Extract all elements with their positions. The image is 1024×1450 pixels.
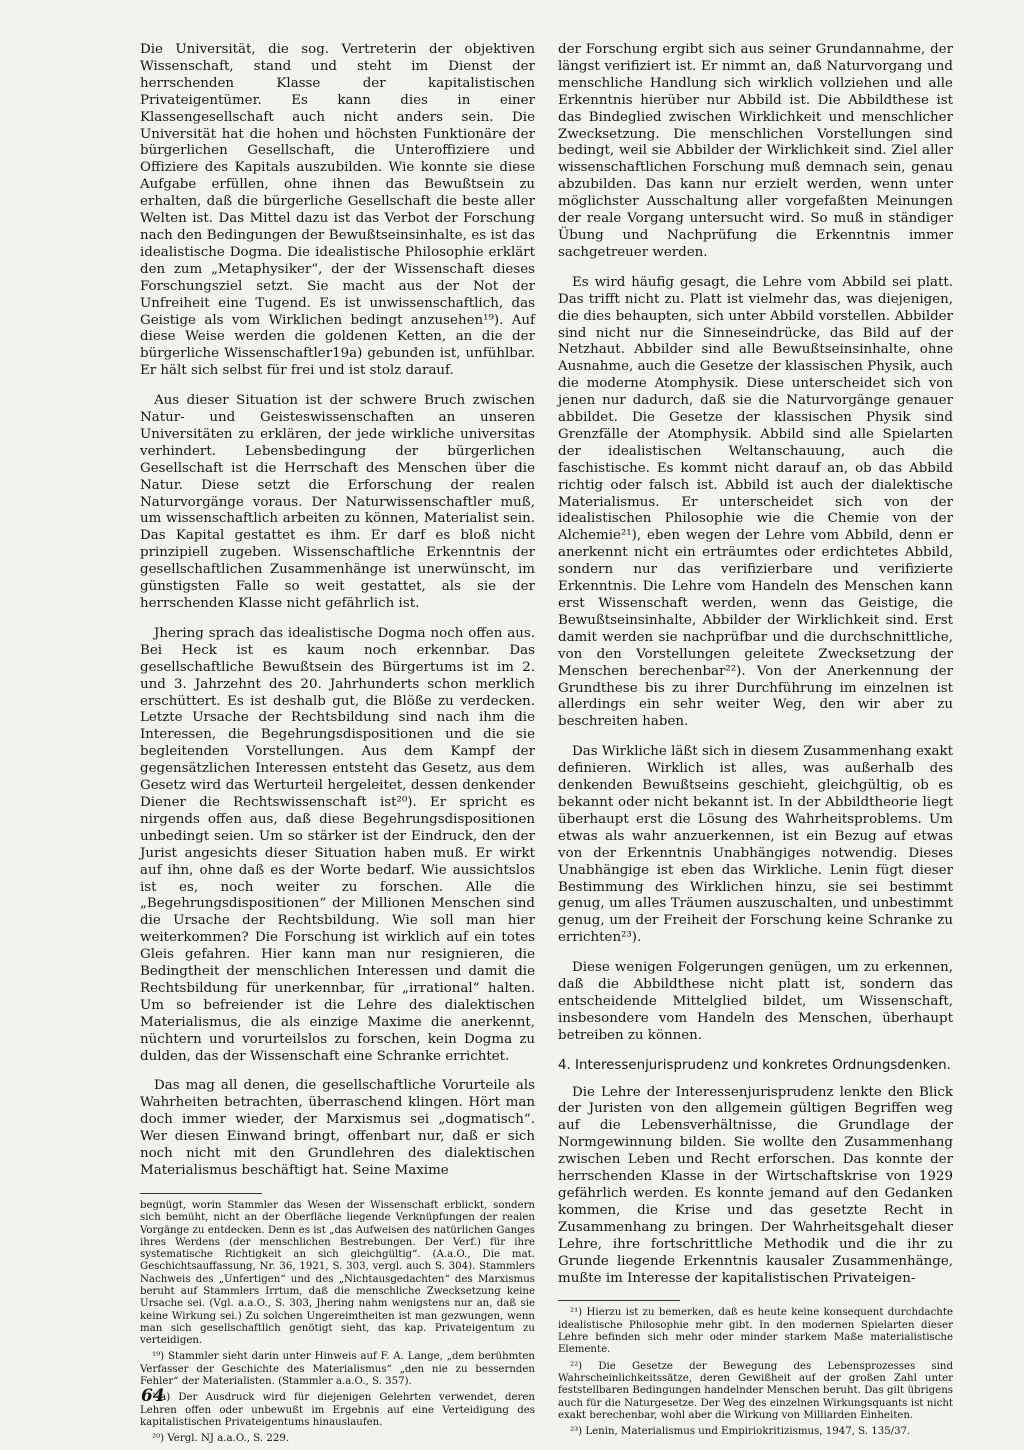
footnote: ²²) Die Gesetze der Bewegung des Lebensprozesses sind Wahrscheinlichkeitssätze, deren Gewißheit auf der großen Zahl unter feststellbaren Bedingungen handelnder Menschen beruht. Das gilt übrigens auch für die Naturgesetze. Der Weg des einzelnen Wirkungsquants ist nicht exakt berechenbar, wohl aber die Wirkung von Milliarden Einheiten. <box>558 1360 953 1421</box>
page-number: 64 <box>141 1386 165 1406</box>
footnote: ¹⁹a) Der Ausdruck wird für diejenigen Gelehrten verwendet, deren Lehren offen oder unbewußt im Ergebnis auf eine Verteidigung des kapitalistischen Privateigentums hinauslaufen. <box>140 1392 535 1428</box>
paragraph: Die Lehre der Interessenjurisprudenz lenkte den Blick der Juristen von den allgemein gültigen Begriffen weg auf die Lebensverhältnisse, die Grundlage der Normgewinnung bilden. Sie wollte den Zusammenhang zwischen Leben und Recht erforschen. Das konnte der herrschenden Klasse in der Wirtschaftskrise von 1929 gefährlich werden. Es konnte jemand auf den Gedanken kommen, die Krise und das gesetzte Recht in Zusammenhang zu bringen. Der Wahrheitsgehalt dieser Lehre, ihre fortschrittliche Methodik und die ihr zu Grunde liegende Erkenntnis kausaler Zusammenhänge, mußte im Interesse der kapitalistischen Privateigen- <box>558 1084 953 1286</box>
footnote-rule <box>558 1300 680 1301</box>
footnote: ¹⁹) Stammler sieht darin unter Hinweis auf F. A. Lange, „dem berühmten Verfasser der Geschichte des Materialismus“ „den nie zu bessernden Fehler“ der Materialisten. (Stammler a.a.O., S. 357). <box>140 1351 535 1388</box>
paragraph: Das mag all denen, die gesellschaftliche Vorurteile als Wahrheiten betrachten, überraschend klingen. Hört man doch immer wieder, der Marxismus sei „dogmatisch“. Wer diesen Einwand bringt, offenbart nur, daß er sich noch nicht mit den Grundlehren des dialektischen Materialismus beschäftigt hat. Seine Maxime <box>140 1078 535 1178</box>
paragraph: Das Wirkliche läßt sich in diesem Zusammenhang exakt definieren. Wirklich ist alles, was außerhalb des denkenden Bewußtseins geschieht, gleichgültig, ob es bekannt oder nicht bekannt ist. In der Abbildtheorie liegt überhaupt erst die Lösung des Wahrheitsproblems. Um etwas als wahr anzuerkennen, ist ein Bezug auf etwas von der Erkenntnis Unabhängiges notwendig. Dieses Unabhängige ist eben das Wirkliche. Lenin fügt dieser Bestimmung des Wirklichen hinzu, sie sei bestimmt genug, um alles Träumen auszuschalten, und unbestimmt genug, um der Freiheit der Forschung keine Schranke zu errichten²³). <box>558 744 953 946</box>
footnote: ²⁰) Vergl. NJ a.a.O., S. 229. <box>152 1433 290 1445</box>
footnote-rule <box>140 1193 262 1194</box>
section-heading: 4. Interessenjurisprudenz und konkretes Ordnungsdenken. <box>558 1057 951 1073</box>
left-column <box>140 42 535 1450</box>
footnote: ²¹) Hierzu ist zu bemerken, daß es heute keine konsequent durchdachte idealistische Philosophie mehr gibt. In den modernen Spielarten dieser Lehre befinden sich mehr oder minder starkem Maße materialistische Elemente. <box>558 1307 953 1356</box>
left-body-text <box>140 42 535 1180</box>
paragraph: Es wird häufig gesagt, die Lehre vom Abbild sei platt. Das trifft nicht zu. Platt ist vielmehr das, was diejenigen, die dies behaupten, sich unter Abbild vorstellen. Abbilder sind nicht nur die Sinneseindrücke, das Bild auf der Netzhaut. Abbilder sind alle Bewußtseinsinhalte, ohne Ausnahme, auch die Gesetze der klassischen Physik, auch die moderne Atomphysik. Diese unterscheidet sich von jenen nur dadurch, daß sie die Naturvorgänge genauer abbildet. Die Gesetze der klassischen Physik sind Grenzfälle der Atomphysik. Abbild sind alle Spielarten der idealistischen Weltanschauung, auch die faschistische. Es kommt nicht darauf an, ob das Abbild richtig oder falsch ist. Abbild ist auch der dialektische Materialismus. Er unterscheidet sich von der idealistischen Philosophie wie die Chemie von der Alchemie²¹), eben wegen der Lehre vom Abbild, denn er anerkennt nicht ein erträumtes oder erdichtetes Abbild, sondern nur das verifizierbare und verifizierte Erkenntnis. Die Lehre vom Handeln des Menschen kann erst Wissenschaft werden, wenn das Geistige, die Bewußtseinsinhalte, Abbilder der Wirklichkeit sind. Erst damit werden sie nachprüfbar und die durchschnittliche, von den Vorstellungen geleitete Zwecksetzung der Menschen berechenbar²²). Von der Anerkennung der Grundthese bis zu ihrer Durchführung im einzelnen ist allerdings ein sehr weiter Weg, den wir aber zu beschreiten haben. <box>558 274 953 730</box>
footnote: ²³) Lenin, Materialismus und Empiriokritizismus, 1947, S. 135/37. <box>570 1426 911 1438</box>
paragraph: Diese wenigen Folgerungen genügen, um zu erkennen, daß die Abbildthese nicht platt ist, sondern das entscheidende Mittelglied bildet, um Wissenschaft, insbesondere vom Handeln des Menschen, überhaupt betreiben zu können. <box>558 960 953 1043</box>
right-body-text <box>558 42 953 1287</box>
right-column <box>558 42 953 1442</box>
right-footnotes <box>558 1307 953 1438</box>
paragraph: Jhering sprach das idealistische Dogma noch offen aus. Bei Heck ist es kaum noch erkennbar. Das gesellschaftliche Bewußtsein des Bürgertums ist im 2. und 3. Jahrzehnt des 20. Jahrhunderts schon merklich erschüttert. Es ist deshalb gut, die Blöße zu verdecken. Letzte Ursache der Rechtsbildung sind nach ihm die Interessen, die Begehrungsdispositionen und die sie begleitenden Vorstellungen. Aus dem Kampf der gegensätzlichen Interessen entsteht das Gesetz, aus dem Gesetz wird das Werturteil hergeleitet, dessen denkender Diener die Rechtswissenschaft ist²⁰). Er spricht es nirgends offen aus, daß diese Begehrungsdispositionen unbedingt seien. Um so stärker ist der Eindruck, den der Jurist angesichts dieser Situation haben muß. Er wirkt auf ihn, ohne daß es der Worte bedarf. Wie aussichtslos ist es, noch weiter zu forschen. Alle die „Begehrungsdispositionen“ der Millionen Menschen sind die Ursache der Rechtsbildung. Wie soll man hier weiterkommen? Die Forschung ist wirklich auf ein totes Gleis gefahren. Hier kann man nur resignieren, die Bedingtheit der menschlichen Interessen und damit die Rechtsbildung für unerkennbar, für „irrational“ halten. Um so befreiender ist die Lehre des dialektischen Materialismus, die als einzige Maxime die anerkennt, nüchtern und vorurteilslos zu forschen, kein Dogma zu dulden, das der Wissenschaft eine Schranke errichtet. <box>140 625 535 1064</box>
paragraph: der Forschung ergibt sich aus seiner Grundannahme, der längst verifiziert ist. Er nimmt an, daß Naturvorgang und menschliche Handlung sich wirklich vollziehen und alle Erkenntnis hierüber nur Abbild ist. Die Abbildthese ist das Bindeglied zwischen Wirklichkeit und menschlicher Zwecksetzung. Die menschlichen Vorstellungen sind bedingt, weil sie Abbilder der Wirklichkeit sind. Ziel aller wissenschaftlichen Forschung muß demnach sein, genau abzubilden. Das kann nur erzielt werden, wenn unter möglichster Ausschaltung aller vorgefaßten Meinungen der reale Vorgang untersucht wird. So muß in ständiger Übung und Nachprüfung die Erkenntnis immer sachgetreuer werden. <box>558 42 953 260</box>
paragraph: Die Universität, die sog. Vertreterin der objektiven Wissenschaft, stand und steht im Dienst der herrschenden Klasse der kapitalistischen Privateigentümer. Es kann dies in einer Klassengesellschaft auch nicht anders sein. Die Universität hat die hohen und höchsten Funktionäre der bürgerlichen Gesellschaft, die Unteroffiziere und Offiziere des Kapitals auszubilden. Wie konnte sie diese Aufgabe erfüllen, ohne ihnen das Bewußtsein zu erhalten, daß die bürgerliche Gesellschaft die beste aller Welten ist. Das Mittel dazu ist das Verbot der Forschung nach den Bedingungen der Bewußtseinsinhalte, es ist das idealistische Dogma. Die idealistische Philosophie erklärt den zum „Metaphysiker“, der der Wissenschaft dieses Forschungsziel setzt. Sie macht aus der Not der Unfreiheit eine Tugend. Es ist unwissenschaftlich, das Geistige als vom Wirklichen bedingt anzusehen¹⁹). Auf diese Weise werden die goldenen Ketten, an die der bürgerliche Wissenschaftler19a) gebunden ist, unfühlbar. Er hält sich selbst für frei und ist stolz darauf. <box>140 42 535 379</box>
paragraph: Aus dieser Situation ist der schwere Bruch zwischen Natur- und Geisteswissenschaften an unseren Universitäten zu erklären, der jede wirkliche universitas verhindert. Lebensbedingung der bürgerlichen Gesellschaft ist die Herrschaft des Menschen über die Natur. Diese setzt die Erforschung der realen Naturvorgänge voraus. Der Naturwissenschaftler muß, um wissenschaftlich arbeiten zu können, Materialist sein. Das Kapital gestattet es ihm. Er darf es bloß nicht prinzipiell zugeben. Wissenschaftliche Erkenntnis der gesellschaftlichen Zusammenhänge ist unerwünscht, im günstigsten Falle so weit gestattet, als sie der herrschenden Klasse nicht gefährlich ist. <box>140 393 535 611</box>
left-footnotes <box>140 1200 535 1446</box>
footnote: begnügt, worin Stammler das Wesen der Wissenschaft erblickt, sondern sich bemüht, nicht an der Oberfläche liegende Verknüpfungen der realen Vorgänge zu entdecken. Denn es ist „das Aufweisen des natürlichen Ganges ihres Werdens (der menschlichen Bestrebungen. Der Verf.) für ihre systematische Richtigkeit an sich gleichgültig“. (A.a.O., Die mat. Geschichtsauffassung, Nr. 36, 1921, S. 303, vergl. auch S. 304). Stammlers Nachweis des „Unfertigen“ und des „Nichtausgedachten“ des Marxismus beruht auf Stammlers Irrtum, daß die menschliche Zwecksetzung keine Ursache sei. (Vgl. a.a.O., S. 303, Jhering nahm wenigstens nur an, daß sie keine Wirkung sei.) Zu solchen Ungereimtheiten ist man gezwungen, wenn man sich gesellschaftlich genötigt sieht, das kap. Privateigentum zu verteidigen. <box>140 1199 535 1347</box>
